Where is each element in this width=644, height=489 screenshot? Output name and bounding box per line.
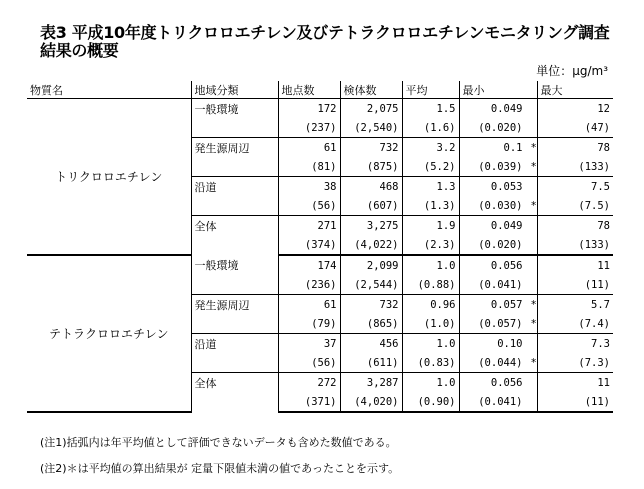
samples-cell: 3,275 xyxy=(340,216,402,236)
area-category: 全体 xyxy=(191,373,278,413)
min-cell xyxy=(459,118,537,138)
max-cell: (133) xyxy=(537,235,613,255)
samples-cell: (2,544) xyxy=(340,275,402,295)
mean-cell: 0.96 xyxy=(402,295,459,315)
min-value: (0.020) xyxy=(478,238,523,251)
max-cell: (11) xyxy=(537,392,613,412)
max-cell: 78 xyxy=(537,138,613,158)
min-value: (0.041) xyxy=(478,278,523,291)
max-cell: (7.5) xyxy=(537,196,613,216)
min-value: 0.049 xyxy=(490,219,523,232)
max-cell: 11 xyxy=(537,373,613,393)
area-category: 全体 xyxy=(191,216,278,256)
min-cell xyxy=(459,255,537,275)
header-substance: 物質名 xyxy=(27,81,191,99)
samples-cell: (2,540) xyxy=(340,118,402,138)
table-row xyxy=(27,99,613,119)
points-cell: (236) xyxy=(278,275,340,295)
min-cell xyxy=(459,177,537,197)
samples-cell: 2,099 xyxy=(340,255,402,275)
points-cell: 174 xyxy=(278,255,340,275)
note-2: (注2)＊は平均値の算出結果が 定量下限値未満の値であったことを示す。 xyxy=(40,462,400,475)
min-cell xyxy=(459,275,537,295)
samples-cell: 3,287 xyxy=(340,373,402,393)
mean-cell: 1.0 xyxy=(402,334,459,354)
max-cell: 12 xyxy=(537,99,613,119)
mean-cell: (0.90) xyxy=(402,392,459,412)
title-line-2: 結果の概要 xyxy=(40,41,119,60)
max-cell: (47) xyxy=(537,118,613,138)
samples-cell: 2,075 xyxy=(340,99,402,119)
unit-label: 単位：μg/m³ xyxy=(536,64,608,78)
min-cell xyxy=(459,373,537,393)
mean-cell: (1.3) xyxy=(402,196,459,216)
max-cell: 5.7 xyxy=(537,295,613,315)
area-category: 一般環境 xyxy=(191,255,278,295)
header-area: 地域分類 xyxy=(191,81,278,99)
points-cell: 38 xyxy=(278,177,340,197)
max-cell: (7.3) xyxy=(537,353,613,373)
samples-cell: 732 xyxy=(340,138,402,158)
below-limit-mark: * xyxy=(530,317,537,330)
note-1: (注1)括弧内は年平均値として評価できないデータも含めた数値である。 xyxy=(40,436,397,449)
samples-cell: (611) xyxy=(340,353,402,373)
min-cell xyxy=(459,295,537,315)
substance-name: テトラクロロエチレン xyxy=(27,255,191,412)
header-samples: 検体数 xyxy=(340,81,402,99)
points-cell: (79) xyxy=(278,314,340,334)
area-category: 発生源周辺 xyxy=(191,138,278,177)
points-cell: (56) xyxy=(278,196,340,216)
min-value: 0.10 xyxy=(497,337,523,350)
mean-cell: (0.88) xyxy=(402,275,459,295)
samples-cell: 468 xyxy=(340,177,402,197)
samples-cell: (607) xyxy=(340,196,402,216)
header-min: 最小 xyxy=(459,81,537,99)
below-limit-mark: * xyxy=(530,160,537,173)
min-value: 0.049 xyxy=(490,102,523,115)
mean-cell: 1.3 xyxy=(402,177,459,197)
header-points: 地点数 xyxy=(278,81,340,99)
mean-cell: (2.3) xyxy=(402,235,459,255)
table-body xyxy=(27,99,613,413)
area-category: 沿道 xyxy=(191,177,278,216)
points-cell: (56) xyxy=(278,353,340,373)
min-cell xyxy=(459,235,537,255)
min-cell xyxy=(459,196,537,216)
max-cell: 78 xyxy=(537,216,613,236)
min-cell xyxy=(459,392,537,412)
points-cell: (237) xyxy=(278,118,340,138)
mean-cell: 1.0 xyxy=(402,373,459,393)
min-cell xyxy=(459,216,537,236)
mean-cell: 3.2 xyxy=(402,138,459,158)
min-cell xyxy=(459,138,537,158)
samples-cell: (875) xyxy=(340,157,402,177)
samples-cell: 732 xyxy=(340,295,402,315)
below-limit-mark: * xyxy=(530,199,537,212)
min-value: 0.056 xyxy=(490,259,523,272)
max-cell: 7.5 xyxy=(537,177,613,197)
max-cell: 7.3 xyxy=(537,334,613,354)
results-table xyxy=(27,81,613,413)
max-cell: (11) xyxy=(537,275,613,295)
mean-cell: (5.2) xyxy=(402,157,459,177)
table-title xyxy=(40,24,610,60)
header-mean: 平均 xyxy=(402,81,459,99)
min-value: (0.057) xyxy=(478,317,523,330)
min-value: 0.057 xyxy=(490,298,523,311)
min-value: 0.056 xyxy=(490,376,523,389)
min-cell xyxy=(459,157,537,177)
samples-cell: (4,022) xyxy=(340,235,402,255)
title-line-1: 表3 平成10年度トリクロロエチレン及びテトラクロロエチレンモニタリング調査 xyxy=(40,23,610,42)
substance-name: トリクロロエチレン xyxy=(27,99,191,256)
min-value: (0.020) xyxy=(478,121,523,134)
below-limit-mark: * xyxy=(530,356,537,369)
mean-cell: 1.9 xyxy=(402,216,459,236)
points-cell: (81) xyxy=(278,157,340,177)
mean-cell: 1.5 xyxy=(402,99,459,119)
min-cell xyxy=(459,314,537,334)
samples-cell: 456 xyxy=(340,334,402,354)
area-category: 一般環境 xyxy=(191,99,278,138)
area-category: 沿道 xyxy=(191,334,278,373)
mean-cell: (0.83) xyxy=(402,353,459,373)
mean-cell: (1.0) xyxy=(402,314,459,334)
below-limit-mark: * xyxy=(530,141,537,154)
min-value: 0.053 xyxy=(490,180,523,193)
mean-cell: (1.6) xyxy=(402,118,459,138)
mean-cell: 1.0 xyxy=(402,255,459,275)
min-value: (0.044) xyxy=(478,356,523,369)
table-row xyxy=(27,255,613,275)
max-cell: (7.4) xyxy=(537,314,613,334)
min-value: 0.1 xyxy=(503,141,523,154)
min-cell xyxy=(459,334,537,354)
points-cell: (374) xyxy=(278,235,340,255)
samples-cell: (865) xyxy=(340,314,402,334)
header-max: 最大 xyxy=(537,81,613,99)
area-category: 発生源周辺 xyxy=(191,295,278,334)
points-cell: 272 xyxy=(278,373,340,393)
min-value: (0.039) xyxy=(478,160,523,173)
max-cell: (133) xyxy=(537,157,613,177)
points-cell: 271 xyxy=(278,216,340,236)
min-value: (0.041) xyxy=(478,395,523,408)
min-cell xyxy=(459,99,537,119)
points-cell: (371) xyxy=(278,392,340,412)
max-cell: 11 xyxy=(537,255,613,275)
min-value: (0.030) xyxy=(478,199,523,212)
points-cell: 37 xyxy=(278,334,340,354)
min-cell xyxy=(459,353,537,373)
points-cell: 61 xyxy=(278,295,340,315)
header-row xyxy=(27,81,613,99)
samples-cell: (4,020) xyxy=(340,392,402,412)
points-cell: 172 xyxy=(278,99,340,119)
points-cell: 61 xyxy=(278,138,340,158)
below-limit-mark: * xyxy=(530,298,537,311)
